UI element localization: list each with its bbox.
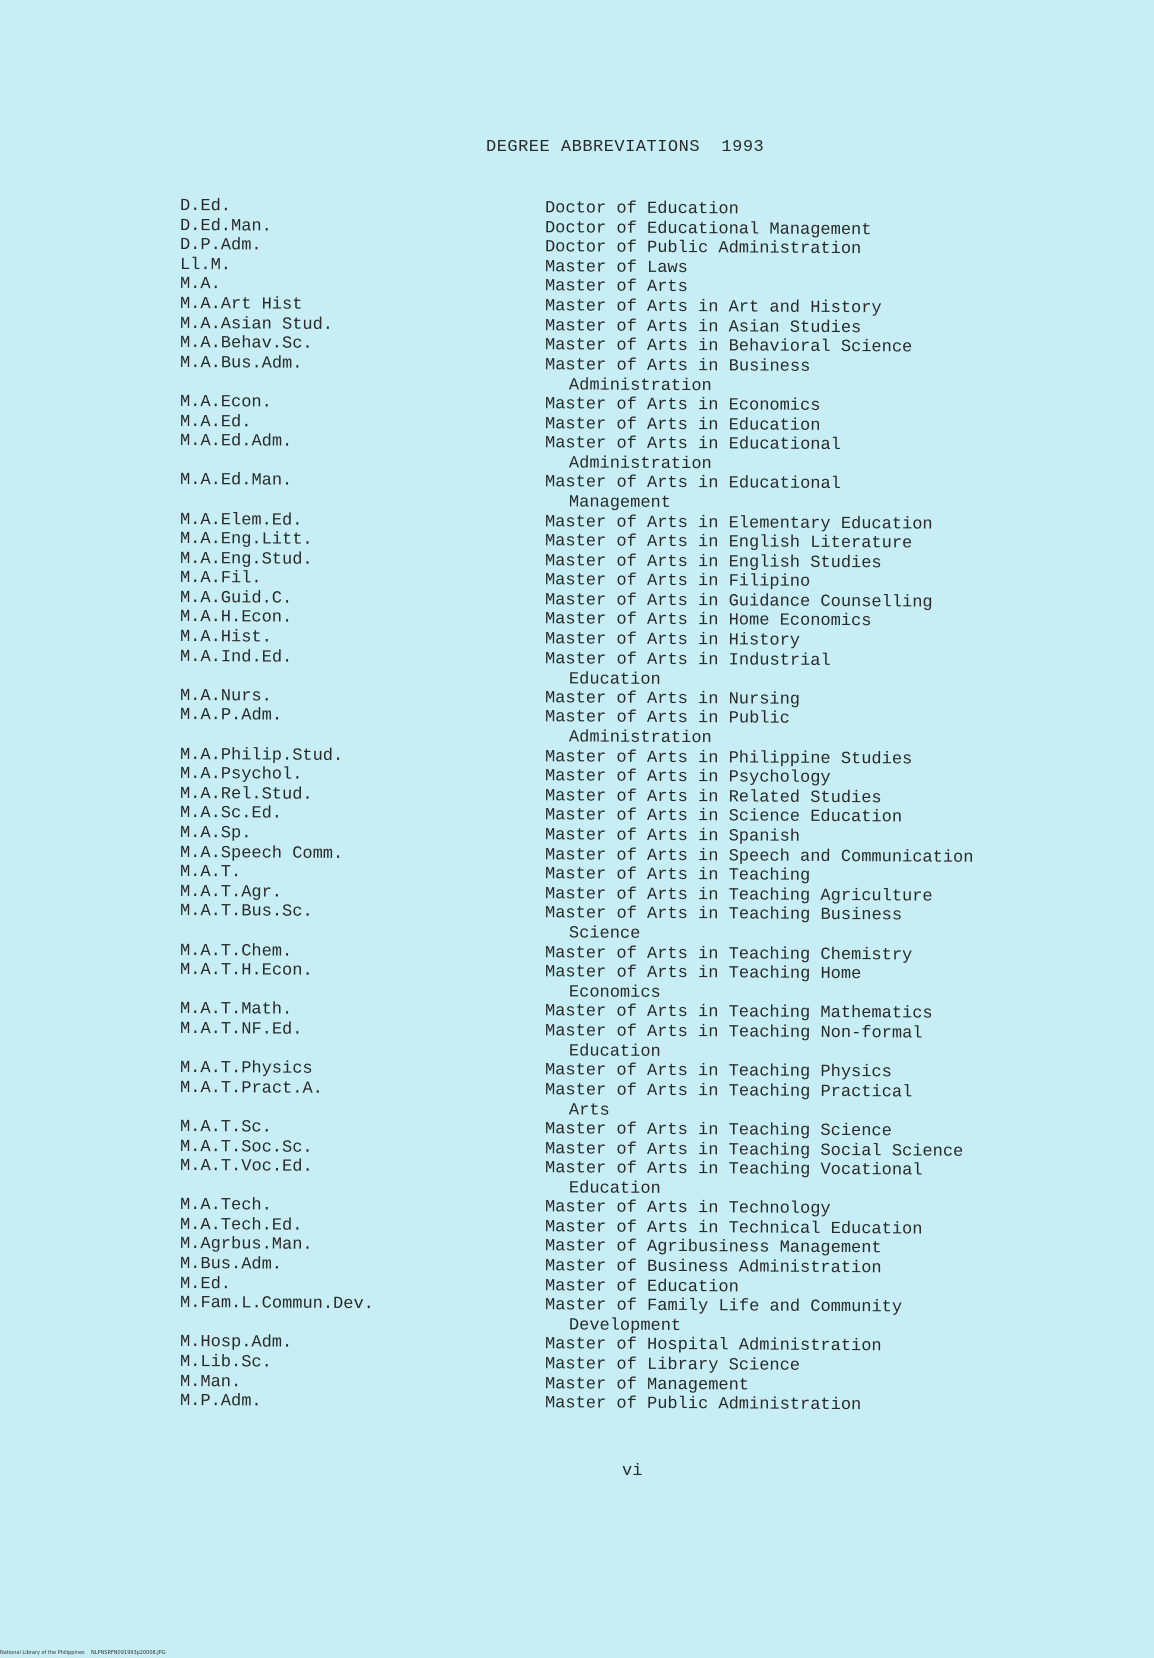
degree-name-line: Master of Arts in Elementary Education: [544, 512, 933, 535]
degree-name: [545, 826, 1045, 849]
degree-name-line: Master of Hospital Administration: [544, 1335, 882, 1357]
degree-name-line: Master of Arts in Teaching Mathematics: [544, 1002, 933, 1024]
abbreviation: M.A.Tech.: [179, 1196, 272, 1216]
abbreviation: M.A.T.Math.: [179, 1000, 293, 1021]
abbreviation: M.P.Adm.: [179, 1392, 262, 1412]
degree-name: [545, 1394, 1045, 1417]
degree-name: [545, 336, 1045, 359]
abbreviation: M.A.Sc.Ed.: [179, 804, 283, 825]
abbreviation: M.A.Behav.Sc.: [179, 334, 313, 354]
degree-name-line: Master of Arts in Spanish: [544, 826, 801, 847]
degree-name: [545, 1081, 1045, 1123]
degree-name-line: Master of Library Science: [544, 1355, 801, 1376]
abbreviation: M.Man.: [179, 1372, 242, 1392]
abbreviation: M.A.Eng.Stud.: [179, 549, 313, 570]
degree-name: [545, 905, 1045, 947]
degree-name-line: Master of Management: [544, 1374, 750, 1396]
degree-name-line: Master of Arts in Technical Education: [544, 1218, 923, 1240]
degree-name-line: Master of Arts in Filipino: [544, 571, 811, 593]
degree-name-line: Master of Arts in Public: [544, 708, 790, 730]
list-item: [180, 1157, 1080, 1202]
list-item: [180, 354, 1080, 399]
degree-name-line: Doctor of Education: [544, 199, 739, 220]
degree-name: [545, 1296, 1045, 1338]
degree-name: [545, 238, 1045, 261]
degree-name: [545, 434, 1045, 476]
abbreviation: D.Ed.Man.: [179, 216, 272, 237]
abbreviation: M.A.Fil.: [179, 569, 262, 589]
degree-name-line: Master of Education: [544, 1276, 739, 1298]
abbreviation: M.Fam.L.Commun.Dev.: [180, 1294, 374, 1315]
degree-name-continuation: Economics: [568, 983, 661, 1003]
abbreviation: M.A.Ed.: [179, 412, 252, 432]
degree-name-line: Master of Arts in Teaching Business: [544, 904, 903, 926]
degree-name: [545, 709, 1045, 751]
abbreviation: M.A.T.: [179, 863, 242, 883]
abbreviation: M.A.T.Bus.Sc.: [180, 902, 313, 923]
degree-name-line: Master of Arts in Teaching Science: [544, 1120, 892, 1142]
list-item: [180, 902, 1080, 947]
degree-name-continuation: Development: [568, 1316, 682, 1336]
degree-name-line: Doctor of Educational Management: [544, 218, 872, 240]
degree-name: [545, 395, 1045, 418]
list-item: [180, 1392, 1080, 1417]
degree-name-line: Master of Arts in Teaching Chemistry: [544, 943, 913, 966]
degree-name-continuation: Administration: [568, 454, 712, 474]
degree-name-line: Master of Arts in Teaching Social Science: [544, 1139, 964, 1162]
degree-name-line: Master of Arts in Home Economics: [544, 610, 872, 632]
degree-name: [545, 1022, 1045, 1064]
abbreviation: M.A.Asian Stud.: [179, 314, 334, 335]
abbreviation-list: [179, 197, 1080, 1416]
abbreviation: M.A.T.Agr.: [179, 882, 283, 903]
degree-name-line: Master of Arts in Nursing: [544, 689, 801, 710]
degree-name: [545, 1355, 1045, 1378]
degree-name-line: Master of Arts in English Literature: [544, 532, 913, 554]
degree-name-line: Master of Arts in Teaching Home: [544, 963, 862, 985]
degree-name-continuation: Administration: [568, 375, 712, 396]
degree-name-line: Master of Arts in Teaching Physics: [544, 1061, 892, 1083]
degree-name: [545, 865, 1045, 888]
degree-name: [545, 1120, 1045, 1143]
abbreviation: M.Lib.Sc.: [179, 1353, 272, 1373]
degree-name-continuation: Education: [568, 1179, 661, 1199]
abbreviation: M.A.Psychol.: [179, 765, 303, 785]
abbreviation: M.A.Ed.Adm.: [180, 432, 293, 452]
degree-name-line: Master of Arts in Psychology: [544, 767, 831, 789]
list-item: [180, 1079, 1080, 1124]
degree-name-line: Master of Arts in Art and History: [544, 297, 882, 319]
abbreviation: D.Ed.: [179, 197, 232, 217]
degree-name-line: Master of Arts in Philippine Studies: [544, 747, 913, 770]
degree-name-continuation: Science: [568, 924, 641, 944]
abbreviation: M.A.Sp.: [179, 824, 252, 844]
abbreviation: M.A.T.NF.Ed.: [180, 1019, 303, 1040]
page-title: DEGREE ABBREVIATIONS 1993: [486, 138, 765, 157]
abbreviation: M.Hosp.Adm.: [179, 1333, 293, 1354]
abbreviation: M.A.Rel.Stud.: [179, 784, 313, 805]
list-item: [180, 471, 1080, 516]
degree-name-line: Master of Arts in Teaching: [544, 865, 811, 887]
degree-name: [545, 532, 1045, 555]
degree-name-line: Master of Arts in Teaching Vocational: [544, 1159, 923, 1181]
degree-name: [545, 297, 1045, 320]
degree-name: [545, 1159, 1045, 1201]
degree-name: [545, 963, 1045, 1005]
list-item: [180, 648, 1080, 693]
abbreviation: M.A.Nurs.: [179, 686, 272, 707]
degree-name-line: Doctor of Public Administration: [544, 238, 862, 260]
degree-name-line: Master of Arts in Speech and Communication: [544, 845, 974, 868]
abbreviation: M.A.Econ.: [179, 392, 272, 413]
degree-name-line: Master of Arts in Economics: [544, 395, 821, 416]
degree-name: [545, 199, 1045, 222]
abbreviation: M.Bus.Adm.: [179, 1255, 283, 1275]
degree-name-continuation: Arts: [568, 1100, 610, 1120]
degree-name-line: Master of Arts in English Studies: [544, 551, 882, 573]
abbreviation: M.A.P.Adm.: [180, 706, 283, 727]
degree-name-line: Master of Arts in History: [544, 630, 801, 651]
degree-name-line: Master of Arts in Asian Studies: [544, 316, 862, 338]
degree-name-line: Master of Arts: [544, 277, 688, 298]
abbreviation: M.A.Elem.Ed.: [179, 510, 303, 531]
degree-name-line: Master of Arts in Teaching Non-formal: [544, 1022, 923, 1044]
abbreviation: Ll.M.: [179, 255, 232, 276]
degree-name: [545, 650, 1045, 692]
list-item: [180, 706, 1080, 751]
degree-name-line: Master of Laws: [544, 258, 688, 278]
degree-name-line: Master of Family Life and Community: [544, 1296, 903, 1318]
degree-name-line: Master of Arts in Guidance Counselling: [544, 591, 933, 613]
abbreviation: M.A.Philip.Stud.: [179, 745, 344, 766]
abbreviation: M.A.Guid.C.: [179, 588, 293, 609]
degree-name-continuation: Education: [568, 669, 661, 690]
abbreviation: M.A.T.Pract.A.: [180, 1078, 323, 1099]
abbreviation: M.A.Eng.Litt.: [179, 530, 313, 550]
list-item: [180, 432, 1080, 477]
footer-credit: National Library of the Philippines NLPNSRFN091993p20008.JPG: [0, 1650, 166, 1656]
abbreviation: M.A.Art Hist: [179, 294, 303, 315]
degree-name-line: Master of Arts in Teaching Agriculture: [544, 885, 933, 907]
degree-name: [545, 1257, 1045, 1280]
degree-name-line: Master of Arts in Science Education: [544, 806, 903, 828]
degree-name-line: Master of Arts in Educational: [544, 473, 841, 495]
degree-name-line: Master of Arts in Behavioral Science: [544, 336, 913, 358]
abbreviation: M.A.T.Physics: [179, 1059, 313, 1079]
abbreviation: M.Agrbus.Man.: [179, 1235, 313, 1256]
degree-name-line: Master of Business Administration: [544, 1257, 882, 1279]
degree-name-line: Master of Arts in Technology: [544, 1198, 831, 1220]
abbreviation: M.A.H.Econ.: [179, 608, 293, 629]
abbreviation: D.P.Adm.: [179, 236, 262, 256]
degree-name-continuation: Education: [568, 1041, 661, 1062]
degree-name-continuation: Administration: [568, 728, 712, 749]
degree-name-line: Master of Arts in Teaching Practical: [544, 1080, 913, 1103]
degree-name: [545, 474, 1045, 516]
list-item: [180, 1294, 1080, 1339]
abbreviation: M.A.T.Chem.: [179, 941, 293, 962]
degree-name: [545, 630, 1045, 653]
degree-name-line: Master of Arts in Related Studies: [544, 787, 882, 809]
abbreviation: M.A.Tech.Ed.: [179, 1215, 303, 1236]
abbreviation: M.A.T.Soc.Sc.: [179, 1137, 313, 1158]
abbreviation: M.Ed.: [179, 1274, 232, 1294]
abbreviation: M.A.Speech Comm.: [179, 843, 344, 864]
abbreviation: M.A.T.Voc.Ed.: [180, 1157, 313, 1177]
abbreviation: M.A.T.Sc.: [179, 1117, 272, 1138]
abbreviation: M.A.Bus.Adm.: [180, 353, 303, 374]
degree-name-line: Master of Arts in Education: [544, 414, 821, 436]
degree-name: [545, 1061, 1045, 1084]
abbreviation: M.A.Ed.Man.: [180, 471, 293, 491]
list-item: [180, 1020, 1080, 1065]
list-item: [180, 961, 1080, 1006]
degree-name-line: Master of Arts in Business: [544, 355, 811, 377]
abbreviation: M.A.Hist.: [179, 628, 272, 648]
abbreviation: M.A.T.H.Econ.: [180, 961, 313, 981]
degree-name-line: Master of Agribusiness Management: [544, 1237, 882, 1259]
degree-name-continuation: Management: [568, 493, 672, 513]
degree-name-line: Master of Arts in Industrial: [544, 649, 831, 671]
page-number: vi: [622, 1462, 643, 1481]
degree-name-line: Master of Arts in Educational: [544, 434, 841, 456]
degree-name: [545, 356, 1045, 398]
abbreviation: M.A.: [179, 275, 221, 295]
abbreviation: M.A.Ind.Ed.: [180, 647, 293, 668]
degree-name-line: Master of Public Administration: [544, 1394, 862, 1416]
